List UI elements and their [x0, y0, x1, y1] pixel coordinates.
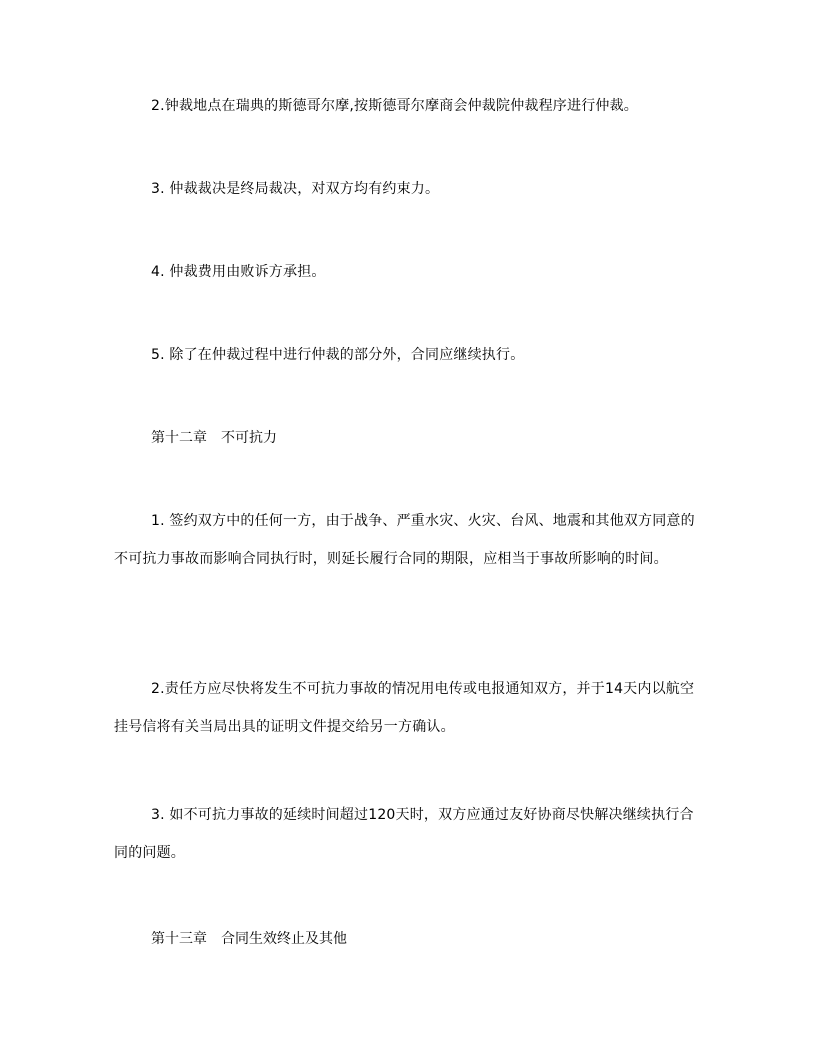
chapter-heading-effectiveness: 第十三章 合同生效终止及其他	[151, 931, 347, 947]
paragraph-contract-continue: 5. 除了在仲裁过程中进行仲裁的部分外，合同应继续执行。	[151, 347, 525, 363]
paragraph-arbitration-final: 3. 仲裁裁决是终局裁决，对双方均有约束力。	[151, 181, 440, 197]
paragraph-force-majeure-extension: 1. 签约双方中的任何一方，由于战争、严重水灾、火灾、台风、地震和其他双方同意的不可抗力事故而影响合同执行时，则延长履行合同的期限，应相当于事故所影响的时间。	[114, 513, 695, 567]
paragraph-force-majeure-notice: 2.责任方应尽快将发生不可抗力事故的情况用电传或电报通知双方，并于14天内以航空挂号信将有关当局出具的证明文件提交给另一方确认。	[114, 681, 695, 735]
paragraph-arbitration-fees: 4. 仲裁费用由败诉方承担。	[151, 264, 326, 280]
paragraph-arbitration-place: 2.钟裁地点在瑞典的斯德哥尔摩,按斯德哥尔摩商会仲裁院仲裁程序进行仲裁。	[151, 98, 639, 114]
chapter-heading-force-majeure: 第十二章 不可抗力	[151, 430, 277, 446]
paragraph-force-majeure-duration: 3. 如不可抗力事故的延续时间超过120天时，双方应通过友好协商尽快解决继续执行合同的问题。	[114, 807, 694, 861]
